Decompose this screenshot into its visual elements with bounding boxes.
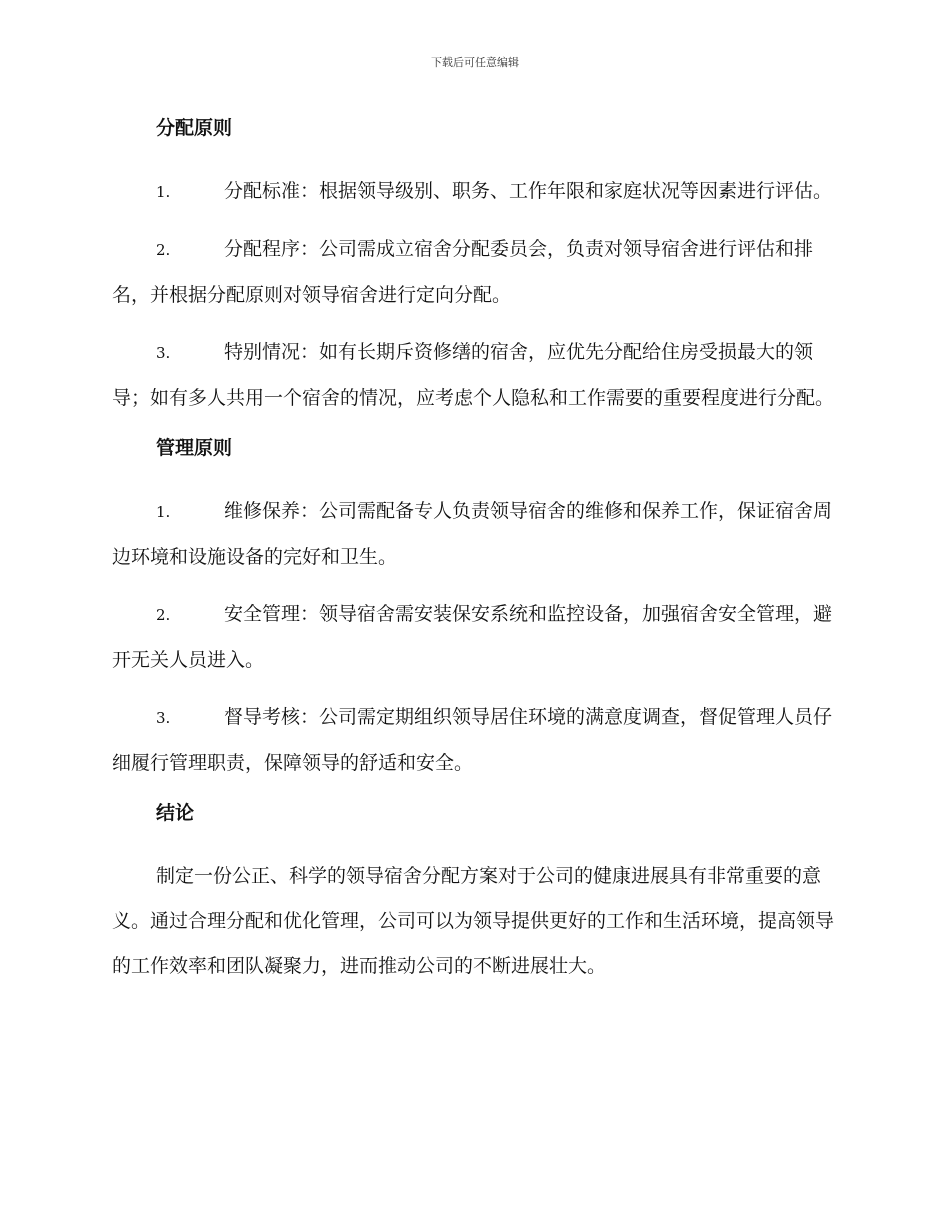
list-number: 1. — [156, 183, 171, 201]
section-heading-conclusion: 结论 — [156, 802, 195, 824]
page-header-note: 下载后可任意编辑 — [431, 56, 519, 69]
list-item — [112, 330, 834, 421]
list-number: 3. — [156, 344, 171, 362]
list-number: 2. — [156, 241, 171, 259]
list-item-text: 督导考核：公司需定期组织领导居住环境的满意度调查，督促管理人员仔细履行管理职责，保障领导的舒适和安全。 — [112, 706, 833, 774]
list-number: 1. — [156, 503, 171, 521]
section-heading-allocation: 分配原则 — [156, 117, 233, 139]
list-item — [112, 489, 834, 580]
list-item — [112, 695, 834, 786]
list-number: 3. — [156, 709, 171, 727]
list-item-text: 特别情况：如有长期斥资修缮的宿舍，应优先分配给住房受损最大的领导；如有多人共用一个宿舍的情况，应考虑个人隐私和工作需要的重要程度进行分配。 — [112, 341, 835, 409]
document-body — [112, 113, 834, 989]
section-heading-management: 管理原则 — [156, 437, 233, 459]
list-number: 2. — [156, 606, 171, 624]
list-item — [112, 227, 834, 318]
list-item-text: 分配程序：公司需成立宿舍分配委员会，负责对领导宿舍进行评估和排名，并根据分配原则对领导宿舍进行定向分配。 — [112, 238, 814, 306]
conclusion-paragraph: 制定一份公正、科学的领导宿舍分配方案对于公司的健康进展具有非常重要的意义。通过合理分配和优化管理，公司可以为领导提供更好的工作和生活环境，提高领导的工作效率和团队凝聚力，进而推动公司的不断进展壮大。 — [112, 865, 835, 977]
list-item-text: 维修保养：公司需配备专人负责领导宿舍的维修和保养工作，保证宿舍周边环境和设施设备的完好和卫生。 — [112, 500, 833, 568]
list-item — [112, 169, 834, 215]
list-item — [112, 592, 834, 683]
list-item-text: 安全管理：领导宿舍需安装保安系统和监控设备，加强宿舍安全管理，避开无关人员进入。 — [112, 603, 833, 671]
list-item-text: 分配标准：根据领导级别、职务、工作年限和家庭状况等因素进行评估。 — [224, 180, 833, 202]
